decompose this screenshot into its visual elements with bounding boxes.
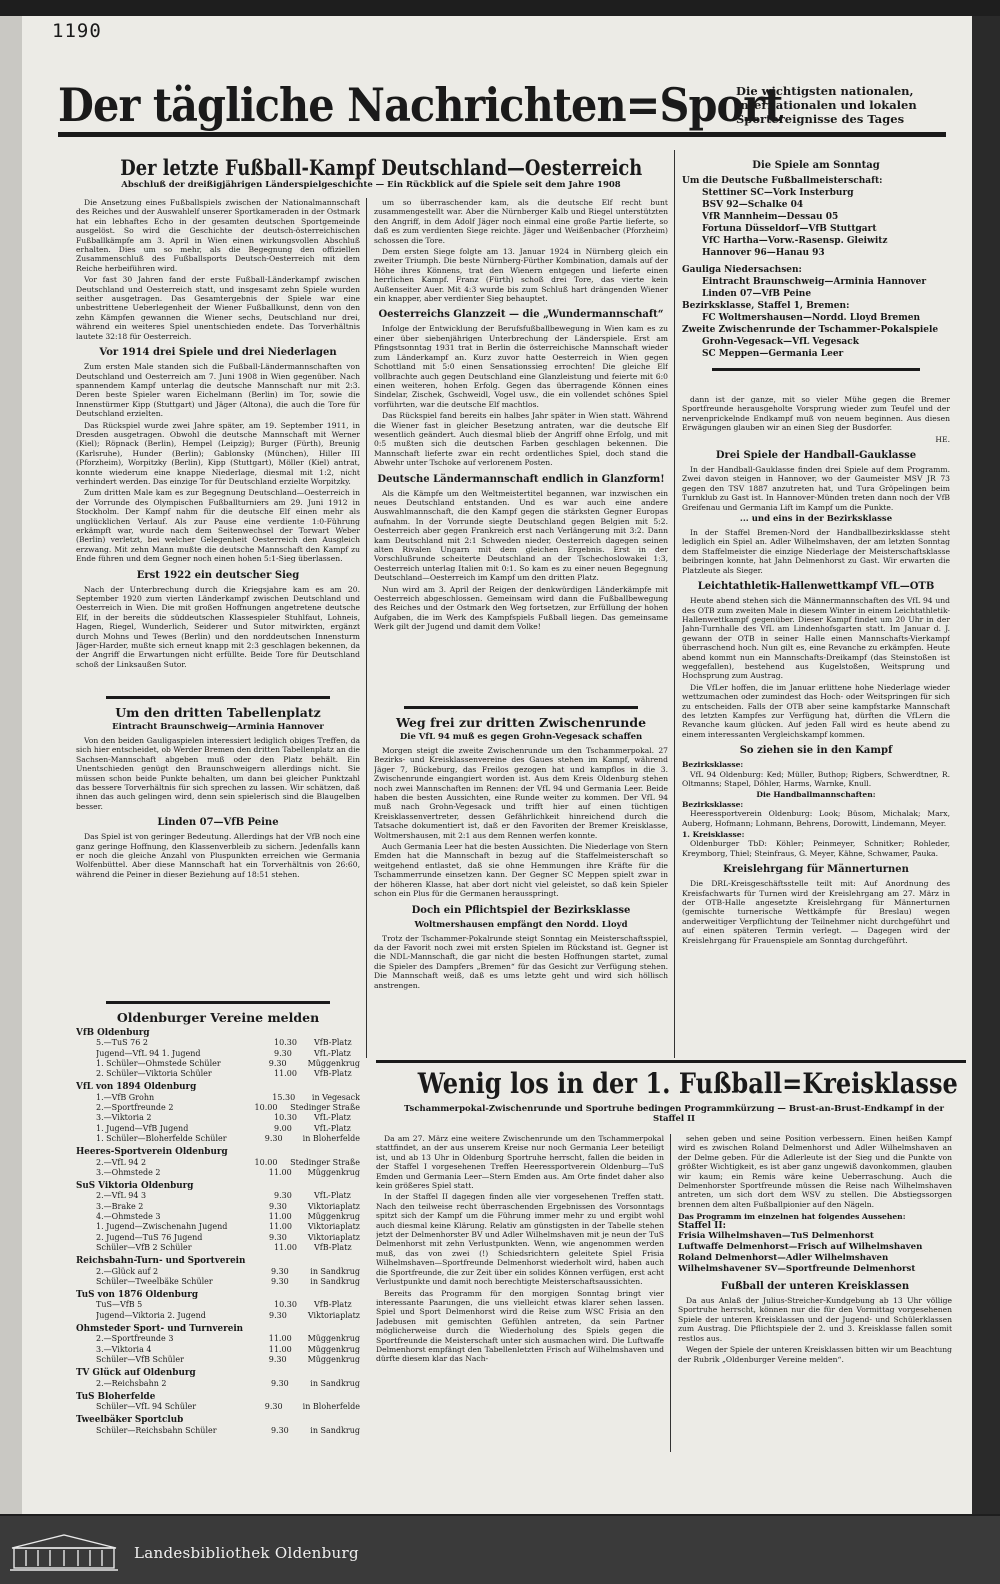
match: 2.—VfL 94 3 bbox=[96, 1191, 147, 1201]
schedule-row bbox=[76, 1113, 360, 1123]
paragraph: dann ist der ganze, mit so vieler Mühe gegen die Bremer Sportfreunde herausgeholte Vorsprung wieder zum Teufel und der nervenprickelnde Endkampf muß von neuem beginnen. Aus diesen Erwägungen glauben wir an einen Sieg der Busdorfer. bbox=[682, 395, 950, 433]
paragraph: In der Handball-Gauklasse finden drei Spiele auf dem Programm. Zwei davon steigen in Hannover, wo der Gaumeister MSV JR 73 gegen den TSV 1887 anzutreten hat, und Tura Gröpelingen beim Turnklub zu Gast ist. In Hannover-Münden treten dann noch der VfB Greifenau und Germania Lift im Kampf um die Punkte. bbox=[682, 465, 950, 512]
team-lineup: VfL 94 Oldenburg: Ked; Müller, Buthop; Rigbers, Schwerdtner, R. Oltmanns; Stapel, Döhler, Harms, Warnke, Knull. bbox=[682, 769, 950, 788]
game-fixture: VfC Hartha—Vorw.-Rasensp. Gleiwitz bbox=[702, 236, 888, 246]
game-fixture: Linden 07—VfB Peine bbox=[702, 289, 812, 299]
match: 1.—VfB Grohn bbox=[96, 1092, 155, 1102]
time: 9.30 bbox=[274, 1048, 292, 1058]
match: 2. Schüler—Viktoria Schüler bbox=[96, 1069, 212, 1079]
match: Schüler—VfL 94 Schüler bbox=[96, 1402, 197, 1412]
schedule-row bbox=[76, 1049, 360, 1059]
time: 9.30 bbox=[270, 1425, 289, 1435]
venue: Viktoriaplatz bbox=[307, 1201, 360, 1211]
match: 3.—Viktoria 4 bbox=[96, 1344, 152, 1354]
match: 2.—Glück auf 2 bbox=[96, 1266, 159, 1276]
game-fixture: FC Woltmershausen—Nordd. Lloyd Bremen bbox=[702, 313, 921, 323]
paragraph: Infolge der Entwicklung der Berufsfußballbewegung in Wien kam es zu einer über siebenjährigen Unterbrechung der Länderspiele. Erst am Pfingstsonntag 1931 trat in Berlin die österreichische Mannschaft wieder zum Länderkampf an. Kurz zuvor hatte Oesterreich in Wien gegen Schottland mit 5:0 einen Sensationssieg errochten! Die gleiche Elf vollbrachte auch gegen Deutschland eine Glanzleistung und feierte mit 6:0 einen weiteren, hohen Erfolg. Gegen das überragende Können eines Sindelar, Zischek, Gschweidl, Vogel usw., die ein vollendet schönes Spiel vorführten, war die deutsche Elf machtlos. bbox=[374, 324, 668, 409]
column-2-main-article bbox=[374, 198, 668, 688]
match: Schüler—VfB Schüler bbox=[96, 1354, 184, 1364]
team-label: 1. Kreisklasse: bbox=[682, 830, 745, 840]
bottom-subline: Tschammerpokal-Zwischenrunde und Sportruhe bedingen Programmkürzung — Brust-an-Brust-Endkampf in der Staffel II bbox=[404, 1104, 944, 1124]
match: 5.—TuS 76 2 bbox=[96, 1038, 148, 1048]
venue: Viktoriaplatz bbox=[307, 1310, 360, 1320]
paragraph: Heute abend stehen sich die Männermannschaften des VfL 94 und des OTB zum zweiten Male in diesem Winter in einem Leichtathletik-Hallenwettkampf gegenüber. Dieser Kampf findet um 20 Uhr in der Jahn-Turnhalle des VfL am Lindenhofsgarten statt. Im Januar d. J. gewann der OTB in seiner Halle einen Mannschafts-Vierkampf überraschend hoch. Nun gilt es, eine Revanche zu erkämpfen. Heute abend kommt nun ein Mannschafts-Dreikampf (das Steinstoßen ist weggefallen), bestehend aus Kugelstoßen, Weitsprung und Hochsprung zum Austrag. bbox=[682, 596, 950, 681]
paragraph: Dem ersten Siege folgte am 13. Januar 1924 in Nürnberg gleich ein zweiter Triumph. Die beste Nürnberg-Fürther Kombination, damals auf der Höhe ihres Könnens, trat den Wienern entgegen und lieferte einen herrlichen Kampf. Franz (Fürth) schoß drei Tore, das vierte kein Außenseiter Auer. Mit 4:3 wurde bis zum Schluß hart drängenden Wiener ein knapper, aber verdienter Sieg behauptet. bbox=[374, 247, 668, 304]
venue: in Sandkrug bbox=[310, 1266, 360, 1276]
paragraph: Wegen der Spiele der unteren Kreisklassen bitten wir um Beachtung der Rubrik „Oldenburger Vereine melden“. bbox=[678, 1345, 952, 1364]
library-footer bbox=[0, 1516, 1000, 1584]
page-number: 1190 bbox=[52, 20, 102, 42]
club-name: Ohmsteder Sport- und Turnverein bbox=[76, 1324, 244, 1335]
section-rule bbox=[106, 696, 330, 699]
section-heading: Doch ein Pflichtspiel der Bezirksklasse bbox=[411, 904, 631, 916]
club-name: Heeres-Sportverein Oldenburg bbox=[76, 1147, 228, 1158]
time: 10.30 bbox=[274, 1113, 297, 1123]
team-label: Die Handballmannschaften: bbox=[756, 790, 876, 800]
venue: Viktoriaplatz bbox=[307, 1222, 360, 1232]
third-headline: Um den dritten Tabellenplatz bbox=[115, 705, 321, 720]
bottom-column-left bbox=[376, 1134, 664, 1452]
section-heading: Drei Spiele der Handball-Gauklasse bbox=[715, 450, 917, 462]
schedule-row bbox=[76, 1212, 360, 1222]
time: 11.00 bbox=[268, 1344, 292, 1354]
time: 9.30 bbox=[264, 1402, 283, 1412]
venue: in Bloherfelde bbox=[302, 1402, 360, 1412]
schedule-row bbox=[76, 1267, 360, 1277]
section-heading: So ziehen sie in den Kampf bbox=[739, 745, 893, 757]
match: 2.—VfL 94 2 bbox=[96, 1157, 147, 1167]
club-name: TuS von 1876 Oldenburg bbox=[76, 1290, 199, 1301]
masthead bbox=[58, 78, 948, 140]
games-heading: Zweite Zwischenrunde der Tschammer-Pokalspiele bbox=[682, 325, 939, 335]
schedule-row bbox=[76, 1093, 360, 1103]
sunday-games bbox=[682, 154, 950, 377]
venue: Müggenkrug bbox=[307, 1354, 360, 1364]
schedule-row bbox=[76, 1222, 360, 1232]
paragraph: In der Staffel Bremen-Nord der Handballbezirksklasse steht lediglich ein Spiel an. Adler Wilhelmshaven, der am letzten Sonntag dem Staffelmeister die einzige Niederlage der Meisterschaftsklasse beibringen konnte, hat Jahn Delmenhorst zu Gast. Wir erwarten die Platzleute als Sieger. bbox=[682, 528, 950, 575]
paragraph: Morgen steigt die zweite Zwischenrunde um den Tschammerpokal. 27 Bezirks- und Kreisklassenvereine des Gaues stehen im Kampf, während Jäger 7, Bückeburg, das Freilos gezogen hat und kampflos in die 3. Zwischenrunde eingangiert worden ist. Aus dem Kreis Oldenburg stehen noch zwei Mannschaften im Rennen: der VfL 94 und Germania Leer. Beide haben die besten Aussichten, eine Runde weiter zu kommen. Der VfL 94 muß nach Grohn-Vegesack und trifft hier auf einen tüchtigen Kreisklassenvertreter, dessen Gefährlichkeit hinreichend durch die Tatsache dokumentiert ist, daß er den Favoriten der Bremer Kreisklasse, Woltmershausen, mit 2:1 aus dem Rennen werfen konnte. bbox=[374, 746, 668, 840]
schedule-row bbox=[76, 1158, 360, 1168]
section-heading: Erst 1922 ein deutscher Sieg bbox=[136, 569, 300, 581]
section-heading: Leichtathletik-Hallenwettkampf VfL—OTB bbox=[697, 581, 935, 593]
masthead-tagline: Die wichtigsten nationalen, internationalen und lokalen Sportereignisse des Tages bbox=[736, 84, 917, 126]
page-right-edge bbox=[972, 16, 1000, 1514]
paragraph: Die DRL-Kreisgeschäftsstelle teilt mit: Auf Anordnung des Kreisfachwarts für Turnen wird der Kreislehrgang am 27. März in der OTB-Halle angesetzte Kreislehrgang für Männerturnen (gemischte turnerische Wettkämpfe für Breslau) wegen anderweitiger Verpflichtung der Teilnehmer nicht durchgeführt und auf einen späteren Termin verlegt. — Dagegen wird der Kreislehrgang für Frauenspiele am Sonntag durchgeführt. bbox=[682, 879, 950, 945]
match: 3.—Brake 2 bbox=[96, 1201, 144, 1211]
venue: VfL-Platz bbox=[314, 1113, 351, 1123]
match: 1. Schüler—Ohmstede Schüler bbox=[96, 1058, 221, 1068]
games-list bbox=[682, 336, 950, 360]
game-fixture: Frisia Wilhelmshaven—TuS Delmenhorst bbox=[678, 1231, 874, 1242]
venue: VfB-Platz bbox=[314, 1069, 352, 1079]
venue: VfB-Platz bbox=[314, 1038, 352, 1048]
section-rule bbox=[404, 706, 638, 709]
games-heading: Das Programm im einzelnen hat folgendes Aussehen: bbox=[678, 1212, 906, 1222]
paragraph: Die Ansetzung eines Fußballspiels zwischen der Nationalmannschaft des Reiches und der Auswahlelf unserer Sportkameraden in der Ostmark hat ein lebhaftes Echo in der gesamten deutschen Sportgemeinde ausgelöst. So wird die Geschichte der deutsch-österreichischen Fußballkämpfe am 3. April in Wien einen wirkungsvollen Abschluß erhalten. Dies um so mehr, als die Begegnung den offiziellen Zusammenschluß des Fußballsports Deutsch-Oesterreich mit dem Reiche herbeiführen wird. bbox=[76, 198, 360, 273]
venue: in Vegesack bbox=[311, 1092, 360, 1102]
schedule-row bbox=[76, 1233, 360, 1243]
paragraph: Vor fast 30 Jahren fand der erste Fußball-Länderkampf zwischen Deutschland und Oesterreich statt, und insgesamt zehn Spiele wurden seither ausgetragen. Das Gesamtergebnis der Spiele war eine unbestrittene Ueberlegenheit der Wiener Fußballkunst, denn von den zehn Kämpfen gewannen die Wiener sechs, Deutschland nur drei, während ein weiteres Spiel unentschieden endete. Das Torverhältnis lautete 32:18 für Oesterreich. bbox=[76, 275, 360, 341]
paragraph: Nun wird am 3. April der Reigen der denkwürdigen Länderkämpfe mit Oesterreich abgeschlossen. Gemeinsam wird dann die Fußballbewegung des Reiches und der Ostmark den Weg fortsetzen, zur Erfüllung der hohen Aufgaben, die im Werk des Kampfspiels Fußball liegen. Das gemeinsame Werk gilt der Jugend und damit dem Volke! bbox=[374, 584, 668, 632]
cup-headline: Weg frei zur dritten Zwischenrunde bbox=[395, 715, 647, 730]
venue: VfL-Platz bbox=[314, 1191, 351, 1201]
paragraph: Die VfLer hoffen, die im Januar erlittene hohe Niederlage wieder wettzumachen oder zumindest das Hoch- oder Weitspringen für sich zu entscheiden. Falls der OTB aber seine kampfstarke Mannschaft des letzten Kampfes zur Verfügung hat, dürften die VfLern die Revanche kaum glücken. Auf jeden Fall wird es heute abend zu einem interessanten Vergleichskampf kommen. bbox=[682, 682, 950, 739]
third-subline: Eintracht Braunschweig—Arminia Hannover bbox=[112, 722, 324, 732]
game-fixture: Grohn-Vegesack—VfL Vegesack bbox=[702, 337, 859, 347]
time: 10.00 bbox=[254, 1157, 278, 1167]
match: Schüler—Reichsbahn Schüler bbox=[96, 1425, 217, 1435]
game-fixture: Wilhelmshavener SV—Sportfreunde Delmenhorst bbox=[678, 1264, 916, 1275]
time: 11.00 bbox=[268, 1167, 292, 1177]
time: 9.30 bbox=[270, 1378, 289, 1388]
time: 11.00 bbox=[274, 1069, 297, 1079]
paragraph: um so überraschender kam, als die deutsche Elf recht bunt zusammengestellt war. Aber die Nürnberger Kalb und Riegel unterstützten den Angriff, in dem Adolf Jäger noch einmal eine große Partie lieferte, so daß es zum verdienten Siege reichte. Jäger und Weißenbacher (Pforzheim) schossen die Tore. bbox=[374, 198, 668, 245]
match: 2.—Reichsbahn 2 bbox=[96, 1378, 167, 1388]
bottom-headline: Wenig los in der 1. Fußball=Kreisklasse bbox=[417, 1067, 958, 1100]
time: 10.00 bbox=[254, 1103, 278, 1113]
bottom-column-right bbox=[678, 1134, 952, 1452]
masthead-title: Der tägliche Nachrichten=Sport bbox=[58, 78, 783, 132]
section-subline: Woltmershausen empfängt den Nordd. Lloyd bbox=[414, 919, 628, 930]
paragraph: sehen geben und seine Position verbessern. Einen heißen Kampf wird es zwischen Roland Delmenhorst und Adler Wilhelmshaven an der Delme geben. Für die Adlerleute ist der Sieg und die Punkte von größter Wichtigkeit, es ist aber ganz ungewiß davonkommen, glauben wir kaum; ein Remis wäre keine Ueberraschung. Auch die Delmenhorster Sportfreunde müssen die Reise nach Wilhelmshaven antreten, um sich dort dem WSV zu stellen. Die Abstiegssorgen brennen dem alten Fußballpionier auf den Nägeln. bbox=[678, 1134, 952, 1209]
time: 9.30 bbox=[269, 1232, 287, 1242]
paragraph: Das Rückspiel wurde zwei Jahre später, am 19. September 1911, in Dresden ausgetragen. Obwohl die deutsche Mannschaft mit Werner (Kiel); Röpnack (Berlin), Hempel (Leipzig); Burger (Fürth), Breunig (Karlsruhe), Hunder (Berlin); Gablonsky (München), Hiller III (Pforzheim), Worpitzky (Berlin), Kipp (Stuttgart), Möller (Kiel) antrat, konnte wiederum eine knappe Niederlage, diesmal mit 1:2, nicht verhindert werden. Das einzige Tor für Deutschland erzielte Worpitzky. bbox=[76, 420, 360, 486]
paragraph: Bereits das Programm für den morgigen Sonntag bringt vier interessante Paarungen, die uns vielleicht etwas klarer sehen lassen. Spiel und Sport Delmenhorst wird die Reise zum WSC Frisia an den Jadebusen mit gemischten Gefühlen antreten, da sein Partner möglicherweise durch die Wiederholung des Spiels gegen die Sportfreunde die Meisterschaft unter sich ausmachen wird. Die Luftwaffe Delmenhorst empfängt den Tabellenletzten Frisch auf Wilhelmshaven und dürfte diesem klar das Nach- bbox=[376, 1288, 664, 1364]
team-lineup: Heeressportverein Oldenburg: Look; Büsom, Michalak; Marx, Auberg, Hofmann; Lohmann, Behrens, Dorowitt, Lindemann, Meyer. bbox=[682, 809, 950, 828]
column-divider bbox=[670, 1134, 671, 1452]
paragraph: Als die Kämpfe um den Weltmeistertitel begannen, war inzwischen ein neues Deutschland entstanden. Und es war auch eine andere Auswahlmannschaft, die den Kampf gegen die stärksten Gegner Europas aufnahm. In der Vorrunde siegte Deutschland gegen Belgien mit 5:2. Oesterreich aber gegen Frankreich erst nach Verlängerung mit 3:2. Dann kam Deutschland mit 2:1 Schweden nieder, Oesterreich dagegen seinen alten Rivalen Ungarn mit dem gleichen Ergebnis. Erst in der Vorschlußrunde scheiterte Deutschland an der Tschechoslowakei 1:3, Oesterreich unterlag Italien mit 0:1. So kam es zu einer neuen Begegnung Deutschland—Oesterreich im Kampf um den dritten Platz. bbox=[374, 488, 668, 583]
time: 11.00 bbox=[268, 1334, 292, 1344]
schedule-row bbox=[76, 1355, 360, 1365]
section-rule bbox=[376, 1060, 966, 1063]
time: 11.00 bbox=[268, 1212, 292, 1222]
venue: Müggenkrug bbox=[307, 1167, 360, 1177]
games-list bbox=[682, 276, 950, 300]
game-fixture: Roland Delmenhorst—Adler Wilhelmshaven bbox=[678, 1253, 889, 1264]
time: 11.00 bbox=[274, 1242, 297, 1252]
schedule-row bbox=[76, 1243, 360, 1253]
club-name: VfB Oldenburg bbox=[76, 1028, 150, 1038]
sunday-headline: Die Spiele am Sonntag bbox=[752, 160, 880, 171]
club-name: TV Glück auf Oldenburg bbox=[76, 1368, 196, 1379]
section-subline: ... und eins in der Bezirksklasse bbox=[739, 514, 893, 525]
paragraph: Da am 27. März eine weitere Zwischenrunde um den Tschammerpokal stattfindet, an der aus unserem Kreise nur noch Germania Leer beteiligt ist, und ab 13 Uhr in Oldenburg Sportruhe herrscht, fallen die beiden in der Staffel I vorgesehenen Treffen Heeressportverein Oldenburg—TuS Emden und Germania Leer—Stern Emden aus. Am Orte findet daher also kein größeres Spiel statt. bbox=[376, 1134, 664, 1191]
match: TuS—VfB 5 bbox=[96, 1300, 143, 1310]
venue: in Sandkrug bbox=[310, 1276, 360, 1286]
game-fixture: SC Meppen—Germania Leer bbox=[702, 349, 844, 359]
paragraph: Das Rückspiel fand bereits ein halbes Jahr später in Wien statt. Während die Wiener fast in gleicher Besetzung antraten, war die deutsche Elf wesentlich geändert. Auch diesmal blieb der Angriff ohne Erfolg, und mit 0:5 mußten sich die deutschen Farben geschlagen bekennen. Die Mannschaft lieferte zwar ein recht ordentliches Spiel, doch stand die Abwehr unter Tschoke auf verlorenem Posten. bbox=[374, 411, 668, 468]
section-heading: Fußball der unteren Kreisklassen bbox=[720, 1281, 910, 1293]
club-name: Tweelbäker Sportclub bbox=[76, 1415, 184, 1426]
venue: Müggenkrug bbox=[307, 1344, 360, 1354]
games-list bbox=[678, 1231, 952, 1275]
time: 10.30 bbox=[274, 1300, 297, 1310]
match: 1. Jugend—Zwischenahn Jugend bbox=[96, 1222, 228, 1232]
paragraph: Da aus Anlaß der Julius-Streicher-Kundgebung ab 13 Uhr völlige Sportruhe herrscht, können nur die für den Vormittag vorgesehenen Spiele der unteren Kreisklassen und der Jugend- und Schülerklassen zum Austrag. Die Pflichtspiele der 2. und 3. Kreisklasse fallen somit restlos aus. bbox=[678, 1296, 952, 1343]
time: 9.30 bbox=[269, 1310, 287, 1320]
venue: in Sandkrug bbox=[310, 1378, 360, 1388]
venue: VfB-Platz bbox=[314, 1242, 352, 1252]
schedule-row bbox=[76, 1202, 360, 1212]
schedule-row bbox=[76, 1300, 360, 1310]
cup-article bbox=[374, 700, 668, 1055]
venue: VfL-Platz bbox=[314, 1048, 351, 1058]
games-list bbox=[682, 312, 950, 324]
time: 9.30 bbox=[264, 1133, 283, 1143]
venue: Müggenkrug bbox=[307, 1212, 360, 1222]
match: Jugend—Viktoria 2. Jugend bbox=[96, 1310, 206, 1320]
venue: Müggenkrug bbox=[307, 1058, 360, 1068]
venue: Stedinger Straße bbox=[290, 1103, 360, 1113]
section-rule bbox=[106, 1001, 330, 1004]
schedule-row bbox=[76, 1069, 360, 1079]
match: 2.—Sportfreunde 2 bbox=[96, 1103, 174, 1113]
schedule-row bbox=[76, 1379, 360, 1389]
schedule-row bbox=[76, 1334, 360, 1344]
schedule-row bbox=[76, 1311, 360, 1321]
time: 10.30 bbox=[274, 1038, 297, 1048]
match: 4.—Ohmstede 3 bbox=[96, 1212, 161, 1222]
games-heading: Bezirksklasse, Staffel 1, Bremen: bbox=[682, 301, 850, 311]
paragraph: In der Staffel II dagegen finden alle vier vorgesehenen Treffen statt. Nach den teilweise recht überraschenden Ergebnissen des Vorsonntags spitzt sich der Kampf um die Führung immer mehr zu und ergibt wohl auch diesmal keine Klärung. Relativ am günstigsten in der Tabelle stehen jetzt der Delmenhorster BV und Adler Wilhelmshaven mit je neun der TuS Delmenhorst mit zehn Verlustpunkten. Wenn, wie angenommen werden muß, das von zwei (!) Schiedsrichtern geleitete Spiel Frisia Wilhelmshaven—Sportfreunde Delmenhorst wiederholt wird, haben auch die Sportfreunde, die zur Zeit über ein solides Können verfügen, erst acht Verlustpunkte und damit noch berechtigte Meisterschaftsaussichten. bbox=[376, 1192, 664, 1287]
library-building-icon bbox=[8, 1532, 120, 1572]
paragraph: Nach der Unterbrechung durch die Kriegsjahre kam es am 20. September 1920 zum vierten Länderkampf zwischen Deutschland und Oesterreich in Wien. Die mit großen Hoffnungen angetretene deutsche Elf, in der bereits die süddeutschen Klassespieler Stuhlfaut, Lohneis, Hagen, Riegel, Wunderlich, Seiderer und Sutor mitwirkten, ergänzt durch Mohns und Tewes (Berlin) und den norddeutschen Innensturm Jäger-Harder, mußte sich erneut knapp mit 2:3 geschlagen bekennen, da der Angriff die Erwartungen nicht erfüllte. Beide Tore für Deutschland schoß der Linksaußen Sutor. bbox=[76, 584, 360, 668]
column-1-main-article bbox=[76, 198, 360, 668]
game-fixture: Hannover 96—Hanau 93 bbox=[702, 248, 825, 258]
time: 9.30 bbox=[270, 1266, 289, 1276]
schedule-row bbox=[76, 1103, 360, 1113]
time: 9.30 bbox=[268, 1058, 287, 1068]
section-heading: Oesterreichs Glanzzeit — die „Wundermannschaft“ bbox=[378, 309, 664, 321]
team-label: Bezirksklasse: bbox=[682, 760, 744, 770]
paragraph: Zum ersten Male standen sich die Fußball-Ländermannschaften von Deutschland und Oesterreich am 7. Juni 1908 in Wien gegenüber. Nach spannendem Kampf unterlag die deutsche Mannschaft nur mit 2:3. Deren beste Spieler waren Eichelmann (Berlin) im Tor, sowie die Innenstürmer Kipp (Stuttgart) und Jäger (Altona), die auch die Tore für Deutschland erzielten. bbox=[76, 362, 360, 419]
schedule-row bbox=[76, 1134, 360, 1144]
page-left-edge bbox=[0, 16, 22, 1514]
schedule-row bbox=[76, 1426, 360, 1436]
match: 1. Jugend—VfB Jugend bbox=[96, 1123, 189, 1133]
games-list bbox=[682, 187, 950, 259]
venue: Müggenkrug bbox=[307, 1334, 360, 1344]
paragraph: Auch Germania Leer hat die besten Aussichten. Die Niederlage von Stern Emden hat die Mannschaft in bezug auf die Staffelmeisterschaft so weitgehend entlastet, daß sie ohne Hemmungen ihre Kräfte für die Tschammerrunde einsetzen kann. Der Gegner SC Meppen spielt zwar in der höheren Klasse, hat aber dort nicht viel geleistet, so daß kein Spieler schon ein Plus für die Germanen herausspringt. bbox=[374, 842, 668, 899]
game-fixture: Stettiner SC—Vork Insterburg bbox=[702, 188, 854, 198]
schedule-row bbox=[76, 1168, 360, 1178]
venue: in Bloherfelde bbox=[302, 1133, 360, 1143]
time: 15.30 bbox=[272, 1092, 296, 1102]
team-lineup: Oldenburger TbD: Köhler; Peinmeyer, Schnitker; Rohleder, Kreymborg, Thiel; Steinfraus, G. Meyer, Kähne, Schwamer, Pauka. bbox=[682, 839, 950, 858]
game-fixture: Luftwaffe Delmenhorst—Frisch auf Wilhelmshaven bbox=[678, 1242, 923, 1253]
main-headline: Der letzte Fußball-Kampf Deutschland—Oesterreich bbox=[120, 155, 643, 180]
time: 9.30 bbox=[268, 1354, 287, 1364]
section-heading: Vor 1914 drei Spiele und drei Niederlagen bbox=[99, 347, 337, 359]
schedule-row bbox=[76, 1124, 360, 1134]
third-article bbox=[76, 690, 360, 990]
game-fixture: Eintracht Braunschweig—Arminia Hannover bbox=[702, 277, 927, 287]
venue: Stedinger Straße bbox=[290, 1157, 360, 1167]
time: 11.00 bbox=[269, 1222, 292, 1232]
schedule-row bbox=[76, 1191, 360, 1201]
schedule-headline: Oldenburger Vereine melden bbox=[116, 1010, 320, 1025]
match: Schüler—Tweelbäke Schüler bbox=[96, 1276, 213, 1286]
schedule-row bbox=[76, 1345, 360, 1355]
staffel-label: Staffel II: bbox=[678, 1220, 726, 1231]
game-fixture: Fortuna Düsseldorf—VfB Stuttgart bbox=[702, 224, 877, 234]
section-heading: Deutsche Ländermannschaft endlich in Glanzform! bbox=[377, 473, 665, 485]
game-fixture: VfR Mannheim—Dessau 05 bbox=[702, 212, 839, 222]
schedule-row bbox=[76, 1402, 360, 1412]
library-name: Landesbibliothek Oldenburg bbox=[134, 1544, 359, 1562]
match: 3.—Ohmstede 2 bbox=[96, 1167, 161, 1177]
main-article-header bbox=[76, 156, 666, 194]
section-rule bbox=[712, 368, 920, 371]
section-heading: Kreislehrgang für Männerturnen bbox=[723, 864, 909, 876]
match: Jugend—VfL 94 1. Jugend bbox=[96, 1048, 201, 1058]
venue: VfL-Platz bbox=[314, 1123, 351, 1133]
schedule-row bbox=[76, 1038, 360, 1048]
main-subline: Abschluß der dreißigjährigen Länderspielgeschichte — Ein Rückblick auf die Spiele seit dem Jahre 1908 bbox=[121, 180, 621, 190]
games-heading: Um die Deutsche Fußballmeisterschaft: bbox=[682, 176, 883, 186]
match: 3.—Viktoria 2 bbox=[96, 1113, 152, 1123]
time: 9.30 bbox=[274, 1191, 292, 1201]
club-schedule bbox=[76, 995, 360, 1450]
club-name: SuS Viktoria Oldenburg bbox=[76, 1181, 194, 1192]
paragraph: Zum dritten Male kam es zur Begegnung Deutschland—Oesterreich in der Vorrunde des Olympischen Fußballturniers am 29. Juni 1912 in Stockholm. Der Kampf nahm für die deutsche Elf einen mehr als unglücklichen Verlauf. Als zur Pause eine verdiente 1:0-Führung erkämpft war, wurde nach dem Seitenwechsel der Torwart Weber (Berlin) verletzt, bei welcher Gelegenheit Oesterreich den Ausgleich erzwang. Mit zehn Mann mußte die deutsche Mannschaft den Kampf zu Ende führen und dem Gegner noch einen hohen 5:1-Sieg überlassen. bbox=[76, 488, 360, 564]
game-fixture: BSV 92—Schalke 04 bbox=[702, 200, 804, 210]
venue: VfB-Platz bbox=[314, 1300, 352, 1310]
signature: HE. bbox=[935, 434, 950, 444]
match: 2.—Sportfreunde 3 bbox=[96, 1334, 174, 1344]
section-heading: Linden 07—VfB Peine bbox=[157, 817, 279, 829]
club-name: VfL von 1894 Oldenburg bbox=[76, 1082, 197, 1093]
bottom-subline-box bbox=[396, 1104, 952, 1128]
column-divider bbox=[674, 150, 675, 1058]
team-label: Bezirksklasse: bbox=[682, 799, 744, 809]
schedule-row bbox=[76, 1059, 360, 1069]
club-name: TuS Bloherfelde bbox=[76, 1391, 156, 1402]
match: 2. Jugend—TuS 76 Jugend bbox=[96, 1232, 203, 1242]
time: 9.30 bbox=[270, 1276, 289, 1286]
time: 9.00 bbox=[274, 1123, 292, 1133]
column-divider bbox=[366, 198, 367, 1058]
match: 1. Schüler—Bloherfelde Schüler bbox=[96, 1133, 227, 1143]
schedule-list bbox=[76, 1028, 360, 1436]
venue: Viktoriaplatz bbox=[307, 1232, 360, 1242]
paragraph: Trotz der Tschammer-Pokalrunde steigt Sonntag ein Meisterschaftsspiel, da der Favorit noch zwei mit ersten Spielen im Rückstand ist. Gegner ist die NDL-Mannschaft, die gar nicht die besten Hoffnungen startet, zumal die Spieler des Dampfers „Bremen“ für das Gesicht zur Verfügung stehen. Die Mannschaft weiß, daß es ums letzte geht und wird sich höllisch anstrengen. bbox=[374, 933, 668, 990]
paragraph: Das Spiel ist von geringer Bedeutung. Allerdings hat der VfB noch eine ganz geringe Hoffnung, den Klassenverbleib zu sichern. Jedenfalls kann er noch die gleiche Anzahl von Pluspunkten erreichen wie Germania Wolfenbüttel. Aber diese Mannschaft hat ein Torverhältnis von 26:60, während die Peiner in dieser Beziehung auf 18:51 stehen. bbox=[76, 832, 360, 879]
club-name: Reichsbahn-Turn- und Sportverein bbox=[76, 1256, 246, 1267]
masthead-rule bbox=[58, 132, 946, 137]
venue: in Sandkrug bbox=[310, 1425, 360, 1435]
column-3-articles bbox=[682, 395, 950, 1055]
cup-subline: Die VfL 94 muß es gegen Grohn-Vegesack schaffen bbox=[399, 732, 643, 742]
schedule-row bbox=[76, 1277, 360, 1287]
games-heading: Gauliga Niedersachsen: bbox=[682, 265, 802, 275]
time: 9.30 bbox=[269, 1201, 287, 1211]
paragraph: Von den beiden Gauligaspielen interessiert lediglich obiges Treffen, da sich hier entscheidet, ob Werder Bremen den dritten Tabellenplatz an die Sachsen-Mannschaft abgeben muß oder den Platz behält. Ein Unentschieden genügt den Braunschweigern allerdings nicht. Sie müssen schon beide Punkte behalten, um dann bei gleicher Punktzahl das bessere Torverhältnis für sich sprechen zu lassen. Wir schätzen, daß ihnen das auch gelingen wird, denn sein spielerisch sind die Blaugelben besser. bbox=[76, 736, 360, 811]
match: Schüler—VfB 2 Schüler bbox=[96, 1242, 192, 1252]
